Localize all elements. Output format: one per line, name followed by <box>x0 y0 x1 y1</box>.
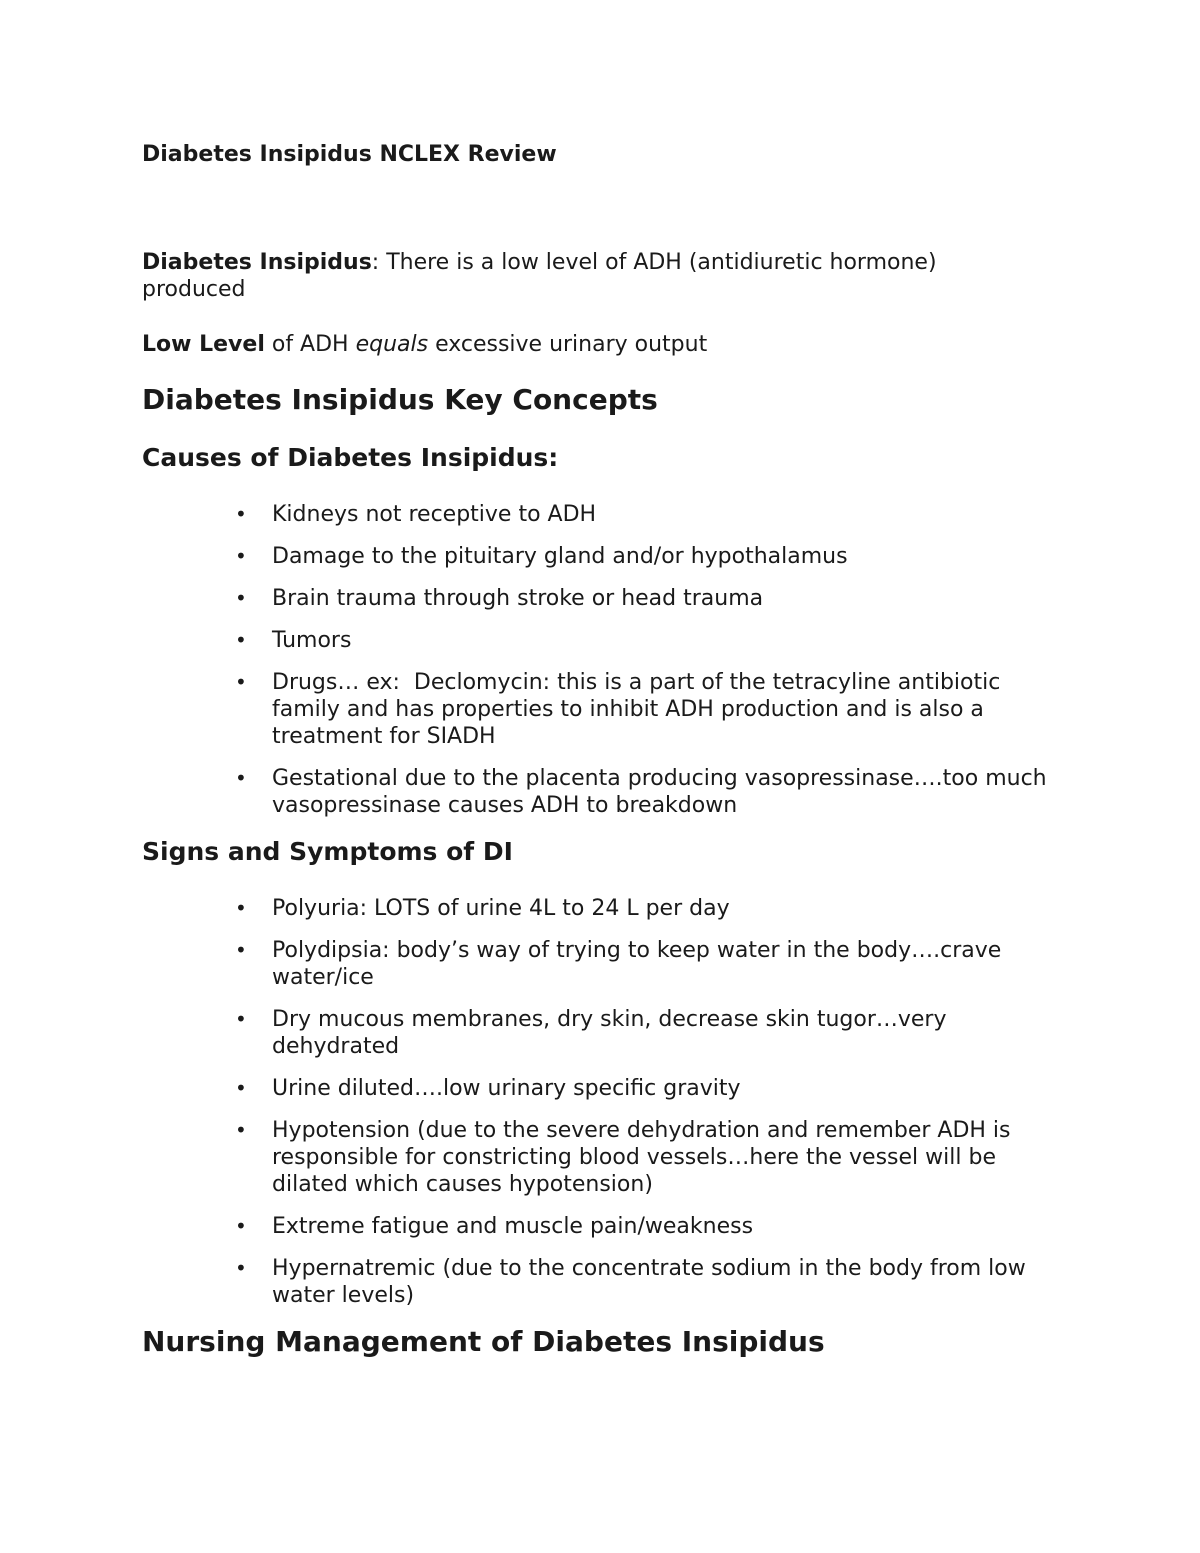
bullet-icon: • <box>235 766 247 790</box>
bullet-icon: • <box>235 1118 247 1142</box>
low-level-emphasis: equals <box>355 332 429 357</box>
signs-heading: Signs and Symptoms of DI <box>142 837 513 866</box>
bullet-icon: • <box>235 586 247 610</box>
causes-list <box>142 501 1062 834</box>
definition-text: : There is a low level of ADH (antidiuretic hormone) produced <box>142 250 937 302</box>
list-item: • Hypernatremic (due to the concentrate sodium in the body from low water levels) <box>235 1256 1026 1308</box>
list-item: • Dry mucous membranes, dry skin, decrease skin tugor…very dehydrated <box>235 1007 947 1059</box>
list-item: • Hypotension (due to the severe dehydration and remember ADH is responsible for constricting blood vessels…here the vessel will be dilated which causes hypotension) <box>235 1118 1011 1197</box>
low-level-term: Low Level <box>142 332 265 357</box>
list-item: • Tumors <box>235 628 352 653</box>
causes-heading: Causes of Diabetes Insipidus: <box>142 443 559 472</box>
list-item: • Drugs… ex: Declomycin: this is a part of the tetracyline antibiotic family and has properties to inhibit ADH production and is also a treatment for SIADH <box>235 670 1008 749</box>
low-level-paragraph <box>142 331 1042 358</box>
bullet-icon: • <box>235 938 247 962</box>
definition-paragraph <box>142 249 1042 303</box>
list-item: • Kidneys not receptive to ADH <box>235 502 597 527</box>
bullet-icon: • <box>235 1214 247 1238</box>
bullet-icon: • <box>235 544 247 568</box>
list-item: • Brain trauma through stroke or head trauma <box>235 586 764 611</box>
bullet-icon: • <box>235 1076 247 1100</box>
bullet-icon: • <box>235 1256 247 1280</box>
list-item: • Damage to the pituitary gland and/or hypothalamus <box>235 544 848 569</box>
list-item: • Gestational due to the placenta producing vasopressinase….too much vasopressinase causes ADH to breakdown <box>235 766 1047 818</box>
signs-list <box>142 895 1062 1324</box>
list-item: • Polydipsia: body’s way of trying to keep water in the body….crave water/ice <box>235 938 1002 990</box>
definition-term: Diabetes Insipidus <box>142 250 372 275</box>
list-item: • Urine diluted….low urinary specific gravity <box>235 1076 741 1101</box>
key-concepts-heading: Diabetes Insipidus Key Concepts <box>142 383 658 416</box>
list-item: • Extreme fatigue and muscle pain/weakness <box>235 1214 754 1239</box>
bullet-icon: • <box>235 896 247 920</box>
bullet-icon: • <box>235 670 247 694</box>
bullet-icon: • <box>235 628 247 652</box>
document-title: Diabetes Insipidus NCLEX Review <box>142 142 557 167</box>
list-item: • Polyuria: LOTS of urine 4L to 24 L per day <box>235 896 730 921</box>
bullet-icon: • <box>235 502 247 526</box>
nursing-management-heading: Nursing Management of Diabetes Insipidus <box>142 1325 825 1358</box>
low-level-text-after: excessive urinary output <box>428 332 708 357</box>
bullet-icon: • <box>235 1007 247 1031</box>
low-level-text-before: of ADH <box>264 332 356 357</box>
